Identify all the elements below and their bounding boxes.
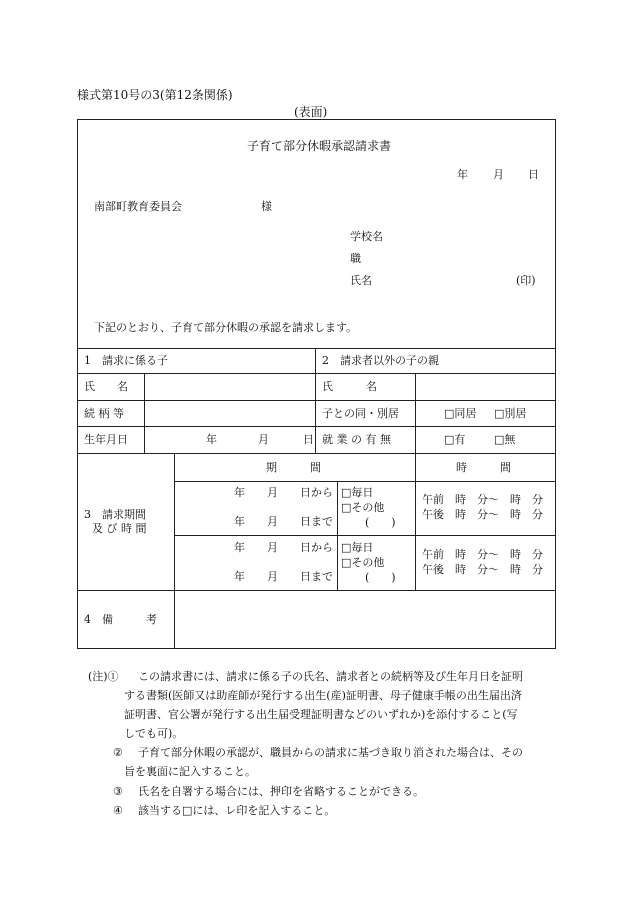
- note2-line1: 子育て部分休暇の承認が、職員からの請求に基づき取り消された場合は、その: [138, 746, 523, 759]
- row1-am-time: 午前 時 分〜 時 分: [422, 493, 543, 506]
- section3-label-line2: 及 び 時 間: [92, 522, 147, 535]
- row1-daily-checkbox[interactable]: □毎日: [341, 486, 374, 499]
- row1-pm-time: 午後 時 分〜 時 分: [422, 508, 543, 521]
- row2-daily-checkbox[interactable]: □毎日: [341, 541, 374, 554]
- employment-label: 就 業 の 有 無: [322, 433, 391, 446]
- divider: [78, 400, 555, 401]
- row1-other-checkbox[interactable]: □その他: [341, 501, 385, 514]
- divider: [144, 373, 145, 453]
- note3-line1: 氏名を自署する場合には、押印を省略することができる。: [138, 785, 424, 798]
- side-label: (表面): [294, 105, 328, 119]
- date-year-label: 年: [457, 168, 468, 181]
- divider: [415, 453, 416, 590]
- child-relation-label: 続 柄 等: [84, 407, 124, 420]
- divider: [174, 453, 175, 649]
- note1-line4: しでも可)。: [124, 727, 184, 740]
- cohabit-label: 子との同・別居: [322, 407, 399, 420]
- note1-line1: この請求書には、請求に係る子の氏名、請求者との続柄等及び生年月日を証明: [138, 670, 523, 683]
- row2-to-date: 年 月 日まで: [234, 570, 333, 583]
- birth-month: 月: [258, 433, 269, 446]
- form-title: 子育て部分休暇承認請求書: [247, 139, 392, 153]
- row1-other-paren: ( ): [365, 516, 396, 529]
- divider: [78, 426, 555, 427]
- request-statement: 下記のとおり、子育て部分休暇の承認を請求します。: [94, 321, 358, 334]
- birth-year: 年: [206, 433, 217, 446]
- employment-checkbox-no[interactable]: □無: [494, 433, 516, 446]
- section1-header: 1 請求に係る子: [84, 354, 168, 367]
- notes-prefix: (注)①: [88, 670, 119, 683]
- divider: [78, 590, 555, 591]
- school-label: 学校名: [350, 230, 383, 243]
- date-month-label: 月: [493, 168, 504, 181]
- form-number: 様式第10号の3(第12条関係): [77, 88, 233, 102]
- note4-mark: ④: [113, 804, 123, 817]
- child-name-label: 氏 名: [84, 380, 128, 393]
- note2-line2: 旨を裏面に記入すること。: [124, 765, 256, 778]
- cohabit-checkbox-same[interactable]: □同居: [444, 407, 477, 420]
- row1-to-date: 年 月 日まで: [234, 515, 333, 528]
- row1-from-date: 年 月 日から: [234, 486, 333, 499]
- position-label: 職: [350, 252, 361, 265]
- divider: [78, 348, 555, 349]
- honorific: 様: [261, 200, 272, 213]
- divider: [174, 481, 555, 482]
- row2-pm-time: 午後 時 分〜 時 分: [422, 563, 543, 576]
- section2-header: 2 請求者以外の子の親: [322, 354, 439, 367]
- row2-from-date: 年 月 日から: [234, 541, 333, 554]
- seal-mark: (印): [516, 274, 536, 287]
- note1-line3: 証明書、官公署が発行する出生届受理証明書などのいずれか)を添付すること(写: [124, 708, 518, 721]
- divider: [337, 481, 338, 590]
- section3-label-line1: 3 請求期間: [84, 508, 146, 521]
- divider: [78, 373, 555, 374]
- row2-other-paren: ( ): [365, 571, 396, 584]
- note2-mark: ②: [113, 746, 123, 759]
- period-header: 期 間: [266, 461, 321, 474]
- divider: [174, 535, 555, 536]
- note3-mark: ③: [113, 785, 123, 798]
- remarks-label: 4 備 考: [84, 613, 157, 626]
- birth-day: 日: [303, 433, 314, 446]
- note1-line2: する書類(医師又は助産師が発行する出生(産)証明書、母子健康手帳の出生届出済: [124, 689, 522, 702]
- employment-checkbox-yes[interactable]: □有: [444, 433, 466, 446]
- cohabit-checkbox-separate[interactable]: □別居: [494, 407, 527, 420]
- date-day-label: 日: [528, 168, 539, 181]
- time-header: 時 間: [456, 461, 511, 474]
- row2-am-time: 午前 時 分〜 時 分: [422, 548, 543, 561]
- row2-other-checkbox[interactable]: □その他: [341, 556, 385, 569]
- addressee: 南部町教育委員会: [94, 200, 182, 213]
- divider: [415, 373, 416, 453]
- name-label: 氏名: [350, 274, 372, 287]
- divider: [315, 348, 316, 453]
- child-birth-label: 生年月日: [84, 433, 128, 446]
- divider: [78, 453, 555, 454]
- note4-line1: 該当する□には、レ印を記入すること。: [138, 804, 336, 817]
- request-form: [77, 119, 556, 649]
- parent-name-label: 氏 名: [322, 380, 377, 393]
